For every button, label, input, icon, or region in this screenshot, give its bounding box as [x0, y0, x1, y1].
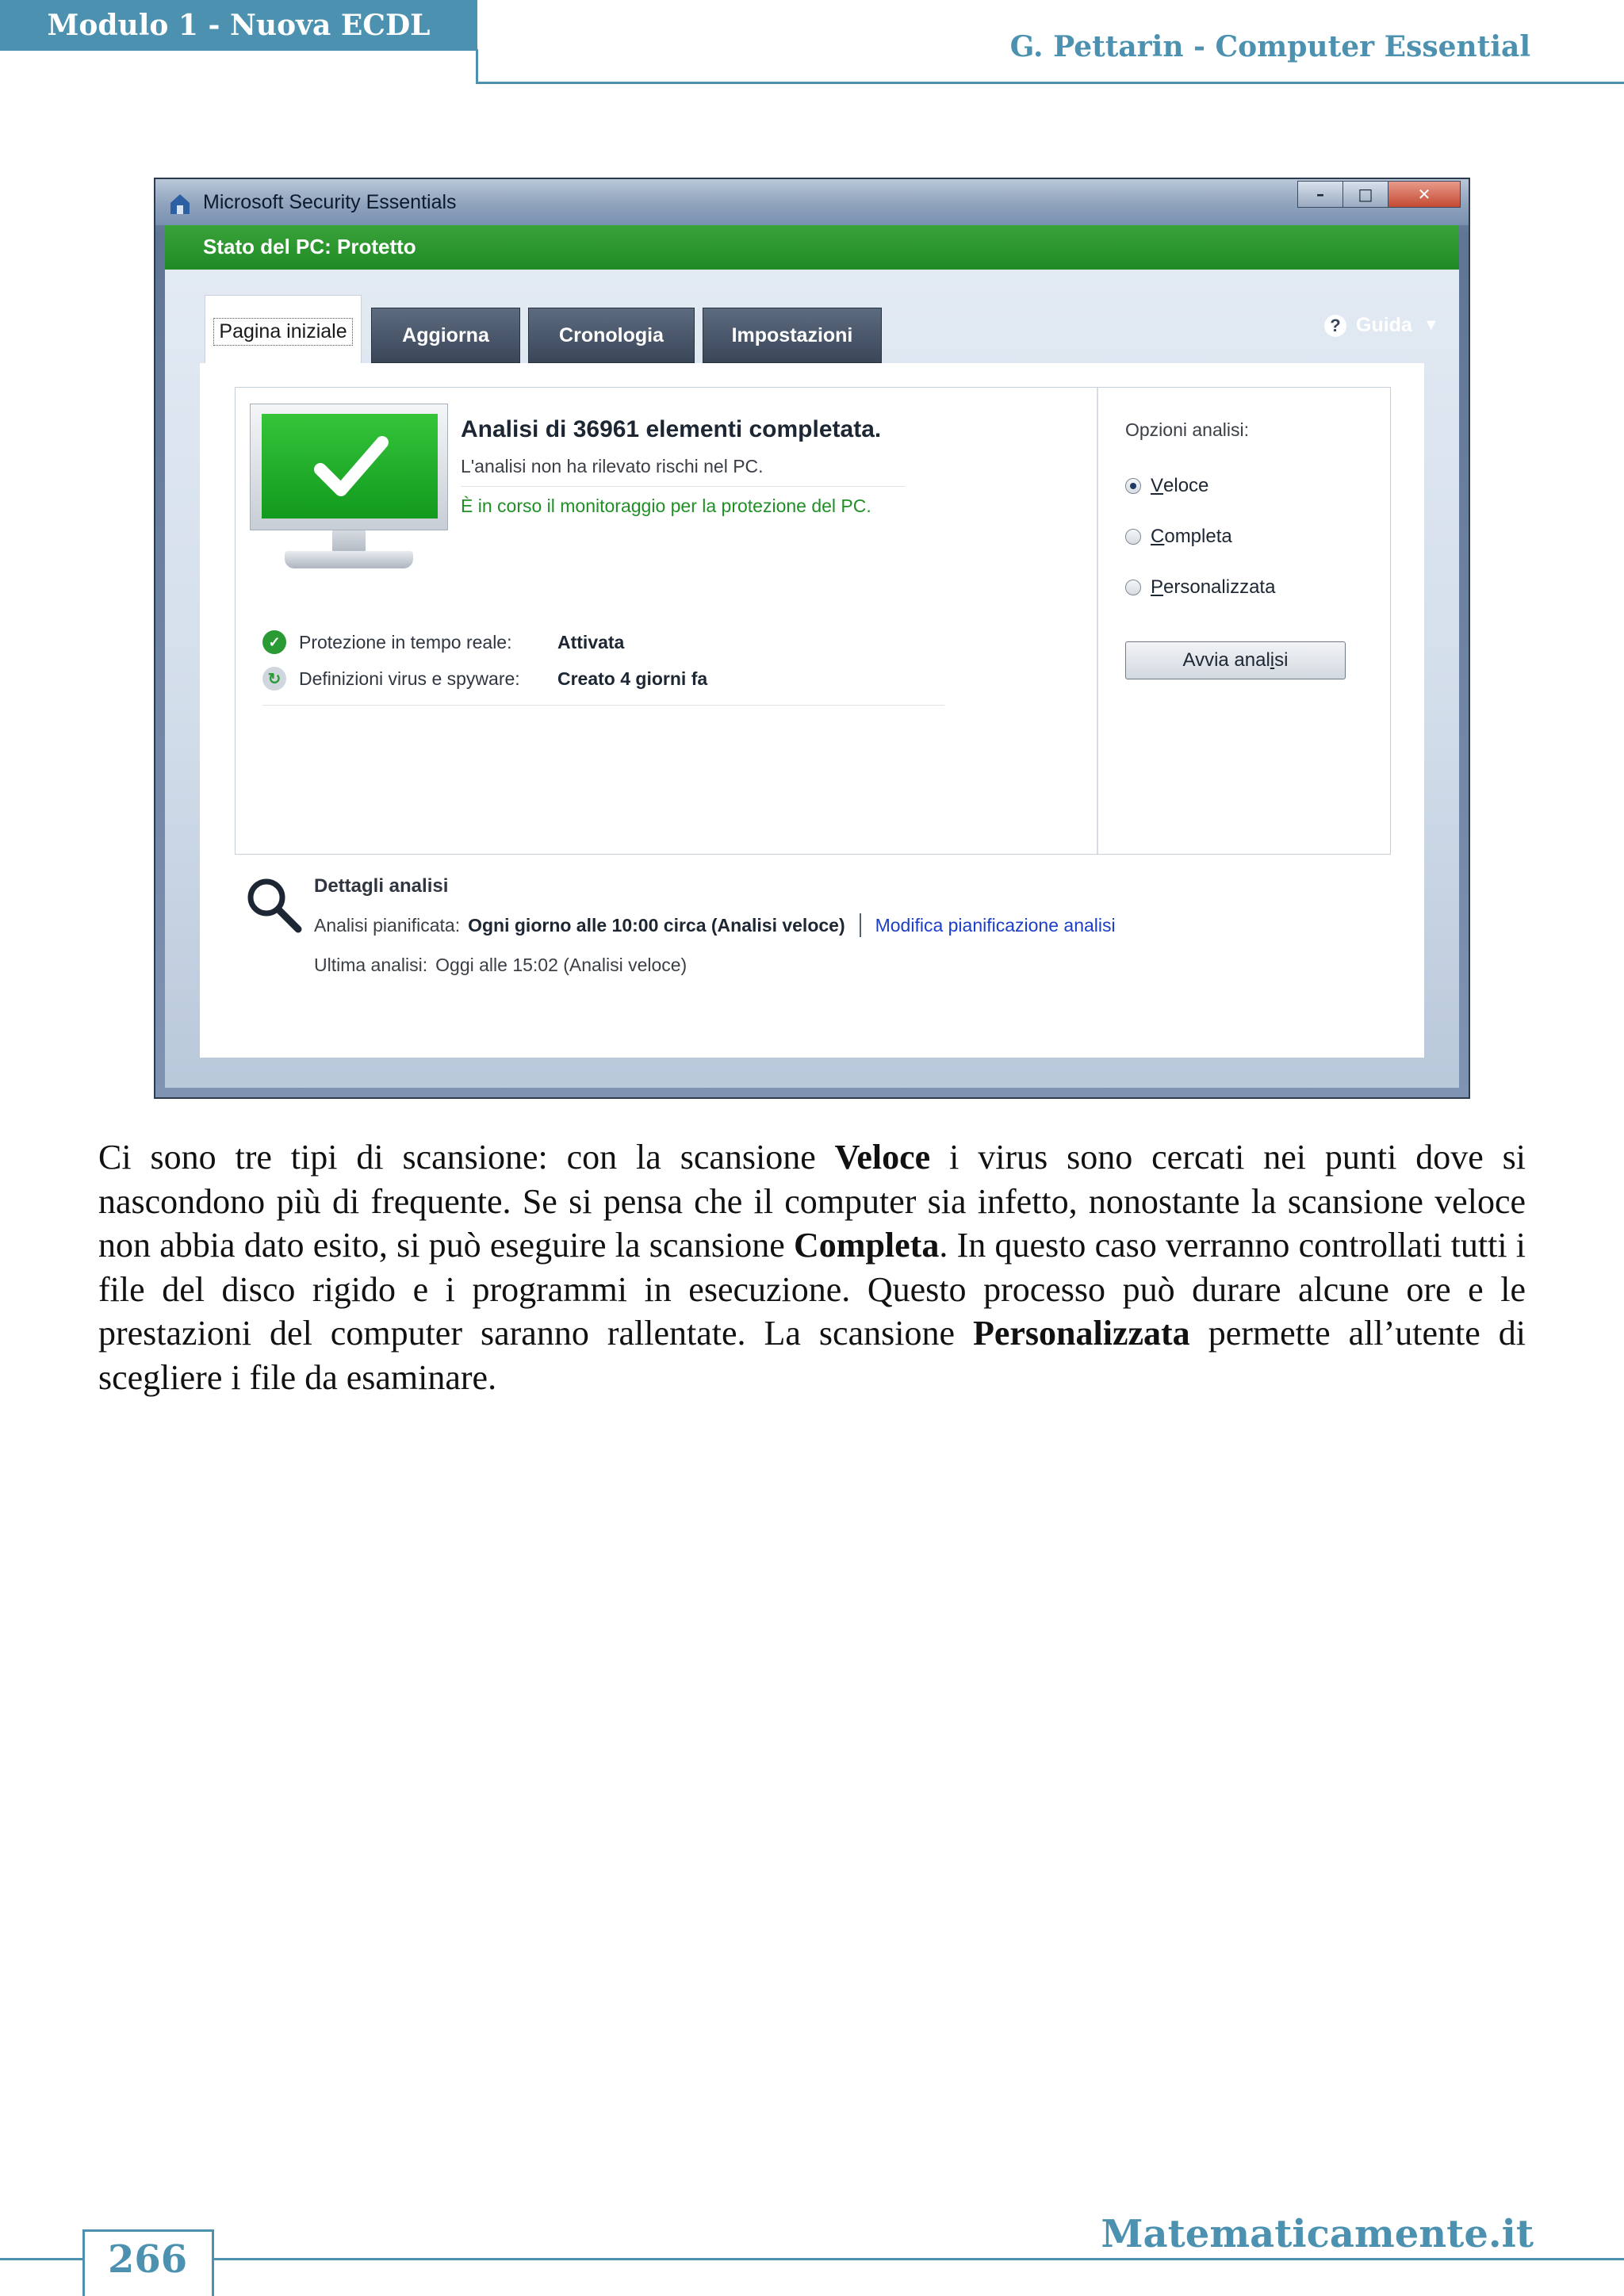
separator — [860, 913, 861, 937]
radio-full-mnemonic: C — [1151, 526, 1165, 547]
radio-full[interactable] — [1125, 526, 1232, 548]
start-scan-label-a: Avvia anal — [1182, 649, 1270, 671]
radio-quick-mnemonic: V — [1151, 475, 1164, 496]
home-panel — [200, 363, 1424, 1058]
radio-quick-label: eloce — [1163, 475, 1209, 496]
last-scan-label: Ultima analisi: — [314, 955, 428, 975]
last-scan-value: Oggi alle 15:02 (Analisi veloce) — [435, 955, 688, 975]
radio-custom-label: ersonalizzata — [1163, 576, 1276, 598]
start-scan-mnemonic: i — [1270, 649, 1275, 671]
tab-home-label: Pagina iniziale — [213, 318, 352, 346]
radio-selected-icon — [1125, 478, 1141, 494]
window-title: Microsoft Security Essentials — [203, 191, 457, 213]
scheduled-scan-row — [314, 913, 1116, 937]
tab-history[interactable]: Cronologia — [528, 308, 695, 363]
scan-result-title: Analisi di 36961 elementi completata. — [461, 416, 882, 442]
definitions-value: Creato 4 giorni fa — [557, 668, 708, 689]
body-text-4: permette all’utente di scegliere i file da esaminare. — [98, 1314, 1526, 1397]
scan-details-title: Dettagli analisi — [314, 875, 449, 897]
site-name: Matematicamente.it — [1101, 2212, 1534, 2256]
tab-settings[interactable]: Impostazioni — [703, 308, 882, 363]
radio-custom-mnemonic: P — [1151, 576, 1164, 598]
body-text-1: Ci sono tre tipi di scansione: con la scansione — [98, 1138, 835, 1177]
monitoring-message: È in corso il monitoraggio per la protezione del PC. — [461, 496, 871, 516]
radio-empty-icon — [1125, 580, 1141, 595]
monitor-neck — [332, 530, 366, 553]
monitor-screen — [262, 414, 438, 519]
header-divider-vertical — [476, 49, 478, 84]
help-label: Guida — [1356, 314, 1412, 336]
start-scan-button[interactable] — [1125, 641, 1346, 679]
help-icon: ? — [1324, 315, 1346, 337]
body-paragraph — [98, 1135, 1526, 1399]
options-divider — [1097, 388, 1098, 854]
header-divider — [476, 82, 1624, 84]
tab-update[interactable]: Aggiorna — [371, 308, 520, 363]
title-bar[interactable] — [155, 179, 1469, 225]
realtime-protection-label: Protezione in tempo reale: — [299, 631, 512, 652]
status-text: Stato del PC: Protetto — [203, 235, 416, 258]
window-client-area — [165, 225, 1459, 1088]
scheduled-scan-label: Analisi pianificata: — [314, 914, 461, 936]
chevron-down-icon: ▼ — [1423, 316, 1439, 334]
shield-house-icon — [168, 192, 192, 216]
modify-schedule-link[interactable]: Modifica pianificazione analisi — [875, 914, 1116, 936]
radio-quick[interactable] — [1125, 475, 1208, 497]
body-text-2: i virus sono cercati nei punti dove si nascondono più di frequente. Se si pensa che il computer sia infetto, nonostante la scansione veloce non abbia dato esito, si può eseguire la scansione — [98, 1138, 1526, 1265]
definitions-label: Definizioni virus e spyware: — [299, 668, 520, 689]
checkmark-icon — [309, 425, 392, 507]
help-menu[interactable] — [1324, 314, 1439, 337]
author-title: G. Pettarin - Computer Essential — [1009, 30, 1530, 63]
magnifier-icon — [243, 874, 306, 937]
close-button[interactable]: ✕ — [1388, 181, 1461, 208]
scan-details — [235, 871, 1345, 1029]
minimize-button[interactable]: – — [1297, 181, 1343, 208]
definitions-row — [262, 667, 707, 691]
status-box — [235, 387, 1391, 855]
radio-empty-icon — [1125, 529, 1141, 545]
maximize-button[interactable]: □ — [1342, 181, 1388, 208]
check-circle-icon: ✓ — [262, 630, 286, 654]
status-bar — [165, 225, 1459, 270]
scan-options-label: Opzioni analisi: — [1125, 419, 1249, 440]
mse-window — [154, 178, 1470, 1099]
scheduled-scan-value: Ogni giorno alle 10:00 circa (Analisi veloce) — [468, 914, 845, 936]
start-scan-label-b: si — [1274, 649, 1289, 671]
refresh-icon: ↻ — [262, 667, 286, 691]
divider — [461, 486, 905, 487]
radio-full-label: ompleta — [1164, 526, 1232, 547]
radio-custom[interactable] — [1125, 576, 1275, 599]
protected-monitor-illustration — [250, 404, 448, 594]
footer-divider — [0, 2258, 1624, 2260]
page-number: 266 — [108, 2237, 188, 2282]
body-text-3: . In questo caso verranno controllati tutti i file del disco rigido e i programmi in esecuzione. Questo processo può durare alcune ore e le prestazioni del computer saranno rallentate. La scansione — [98, 1226, 1526, 1353]
last-scan-row — [314, 955, 687, 976]
window-controls — [1298, 181, 1461, 208]
term-veloce: Veloce — [834, 1138, 931, 1177]
module-title: Modulo 1 - Nuova ECDL — [0, 0, 477, 51]
realtime-protection-row — [262, 630, 624, 654]
scan-result-subtitle: L'analisi non ha rilevato rischi nel PC. — [461, 456, 764, 476]
divider — [262, 705, 944, 706]
realtime-protection-value: Attivata — [557, 631, 625, 652]
monitor-frame — [250, 404, 448, 530]
monitor-base — [285, 551, 413, 568]
term-personalizzata: Personalizzata — [972, 1314, 1190, 1353]
term-completa: Completa — [794, 1226, 940, 1265]
tab-home[interactable] — [205, 295, 362, 368]
